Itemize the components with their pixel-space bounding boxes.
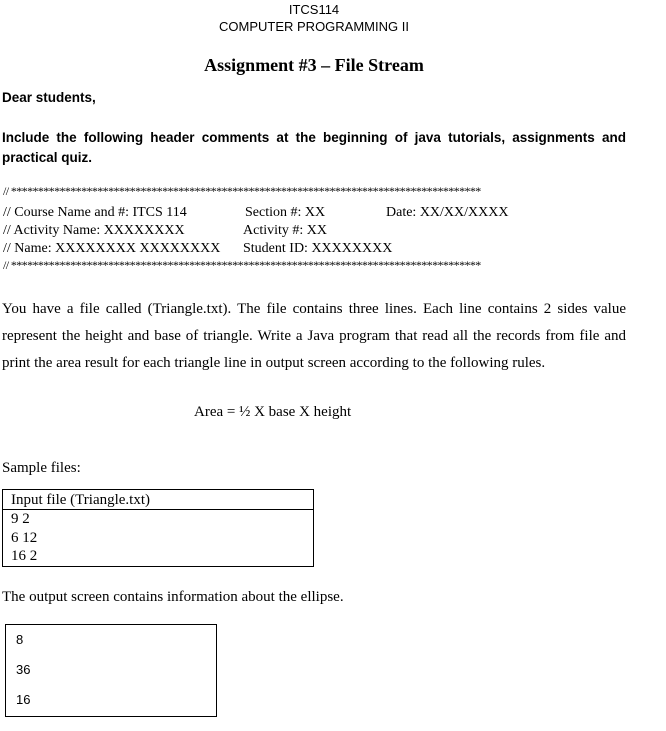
- greeting: Dear students,: [2, 90, 96, 105]
- comment-course-line: // Course Name and #: ITCS 114: [3, 205, 187, 220]
- comment-date-line: Date: XX/XX/XXXX: [386, 205, 509, 220]
- comment-stars-bottom: // ***************************************************************************************: [3, 258, 481, 272]
- comment-stars-top: // ***************************************************************************************: [3, 184, 481, 198]
- instructions-text: Include the following header comments at the beginning of java tutorials, assignments and practical quiz.: [2, 130, 626, 165]
- course-name: COMPUTER PROGRAMMING II: [219, 19, 409, 34]
- comment-student-id-line: Student ID: XXXXXXXX: [243, 241, 393, 256]
- input-file-row: 9 2: [11, 511, 30, 527]
- output-line: 36: [16, 662, 31, 677]
- output-screen-box: [5, 624, 217, 717]
- output-description: The output screen contains information about the ellipse.: [2, 589, 344, 605]
- problem-statement: You have a file called (Triangle.txt). The file contains three lines. Each line contains 2 sides value represent the height and base of triangle. Write a Java program that read all the records from file and print the area result for each triangle line in output screen according to the following rules.: [2, 301, 626, 371]
- output-line: 8: [16, 632, 24, 647]
- comment-activity-name-line: // Activity Name: XXXXXXXX: [3, 223, 185, 238]
- comment-section-line: Section #: XX: [245, 205, 326, 220]
- input-file-header: Input file (Triangle.txt): [3, 490, 313, 510]
- comment-name-line: // Name: XXXXXXXX XXXXXXXX: [3, 241, 221, 256]
- assignment-title: Assignment #3 – File Stream: [204, 55, 424, 75]
- course-code: ITCS114: [288, 2, 340, 17]
- input-file-table: [2, 489, 314, 567]
- area-formula: Area = ½ X base X height: [194, 404, 352, 420]
- input-file-row: 16 2: [11, 548, 38, 564]
- sample-files-label: Sample files:: [2, 460, 81, 476]
- output-line: 16: [16, 692, 31, 707]
- comment-activity-number-line: Activity #: XX: [243, 223, 327, 238]
- input-file-row: 6 12: [11, 529, 38, 546]
